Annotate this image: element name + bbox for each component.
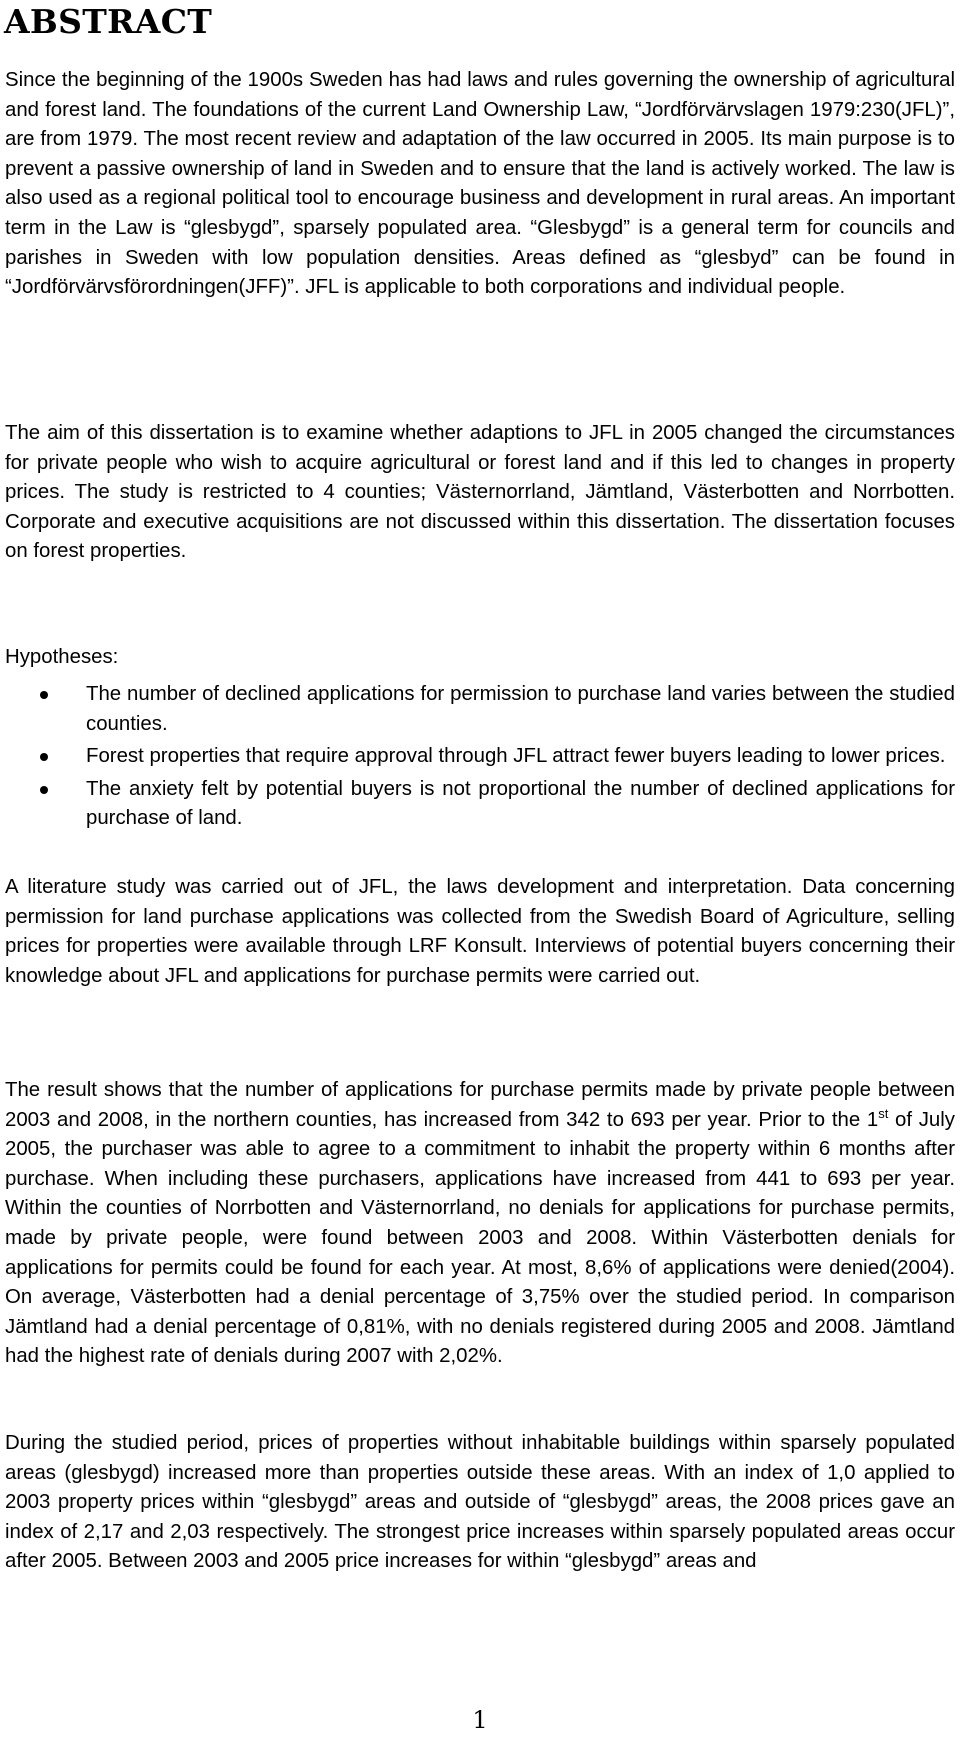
paragraph-prices: During the studied period, prices of properties without inhabitable buildings within sparsely populated areas (glesbygd) increased more than properties outside these areas. With an index of 1,0 applied to 2003 property prices within “glesbygd” areas and outside of “glesbygd” areas, the 2008 prices gave an index of 2,17 and 2,03 respectively. The strongest price increases within sparsely populated areas occur after 2005. Between 2003 and 2005 price increases for within “glesbygd” areas and — [5, 1432, 955, 1573]
hypotheses-label: Hypotheses: — [5, 646, 119, 668]
list-item — [0, 775, 955, 834]
paragraph-background: Since the beginning of the 1900s Sweden has had laws and rules governing the ownership of agricultural and forest land. The foundations of the current Land Ownership Law, “Jordförvärvslagen 1979:230(JFL)”, are from 1979. The most recent review and adaptation of the law occurred in 2005. Its main purpose is to prevent a passive ownership of land in Sweden and to ensure that the land is actively worked. The law is also used as a regional political tool to encourage business and development in rural areas. An important term in the Law is “glesbygd”, sparsely populated area. “Glesbygd” is a general term for councils and parishes in Sweden with low population densities. Areas defined as “glesbyd” can be found in “Jordförvärvsförordningen(JFF)”. JFL is applicable to both corporations and individual people. — [5, 69, 955, 299]
ordinal-suffix: st — [878, 1105, 889, 1121]
results-text-start: The result shows that the number of applications for purchase permits made by private people between 2003 and 2008, in the northern counties, has increased from 342 to 693 per year. Prior to the 1 — [5, 1079, 955, 1131]
page-number: 1 — [472, 1706, 488, 1734]
hypothesis-text: The anxiety felt by potential buyers is not proportional the number of declined applications for purchase of land. — [86, 777, 955, 830]
paragraph-method: A literature study was carried out of JFL, the laws development and interpretation. Data concerning permission for land purchase applications was collected from the Swedish Board of Agriculture, selling prices for properties were available through LRF Konsult. Interviews of potential buyers concerning their knowledge about JFL and applications for purchase permits were carried out. — [5, 876, 955, 987]
bullet-icon — [40, 753, 48, 761]
results-text-end: of July 2005, the purchaser was able to agree to a commitment to inhabit the property within 6 months after purchase. When including these purchasers, applications have increased from 441 to 693 per year. Within the counties of Norrbotten and Västernorrland, no denials for applications for purchase permits, made by private people, were found between 2003 and 2008. Within Västerbotten denials for applications for permits could be found for each year. At most, 8,6% of applications were denied(2004). On average, Västerbotten had a denial percentage of 3,75% over the studied period. In comparison Jämtland had a denial percentage of 0,81%, with no denials registered during 2005 and 2008. Jämtland had the highest rate of denials during 2007 with 2,02%. — [5, 1108, 955, 1368]
bullet-icon — [40, 786, 48, 794]
list-item — [0, 742, 955, 772]
hypotheses-list — [0, 680, 960, 837]
paragraph-aim: The aim of this dissertation is to examine whether adaptions to JFL in 2005 changed the circumstances for private people who wish to acquire agricultural or forest land and if this led to changes in property prices. The study is restricted to 4 counties; Västernorrland, Jämtland, Västerbotten and Norrbotten. Corporate and executive acquisitions are not discussed within this dissertation. The dissertation focuses on forest properties. — [5, 422, 955, 563]
abstract-heading: ABSTRACT — [4, 2, 213, 41]
bullet-icon — [40, 691, 48, 699]
list-item — [0, 680, 955, 739]
paragraph-results — [5, 1076, 955, 1372]
hypothesis-text: Forest properties that require approval through JFL attract fewer buyers leading to lower prices. — [86, 745, 946, 768]
hypothesis-text: The number of declined applications for permission to purchase land varies between the studied counties. — [86, 683, 955, 735]
